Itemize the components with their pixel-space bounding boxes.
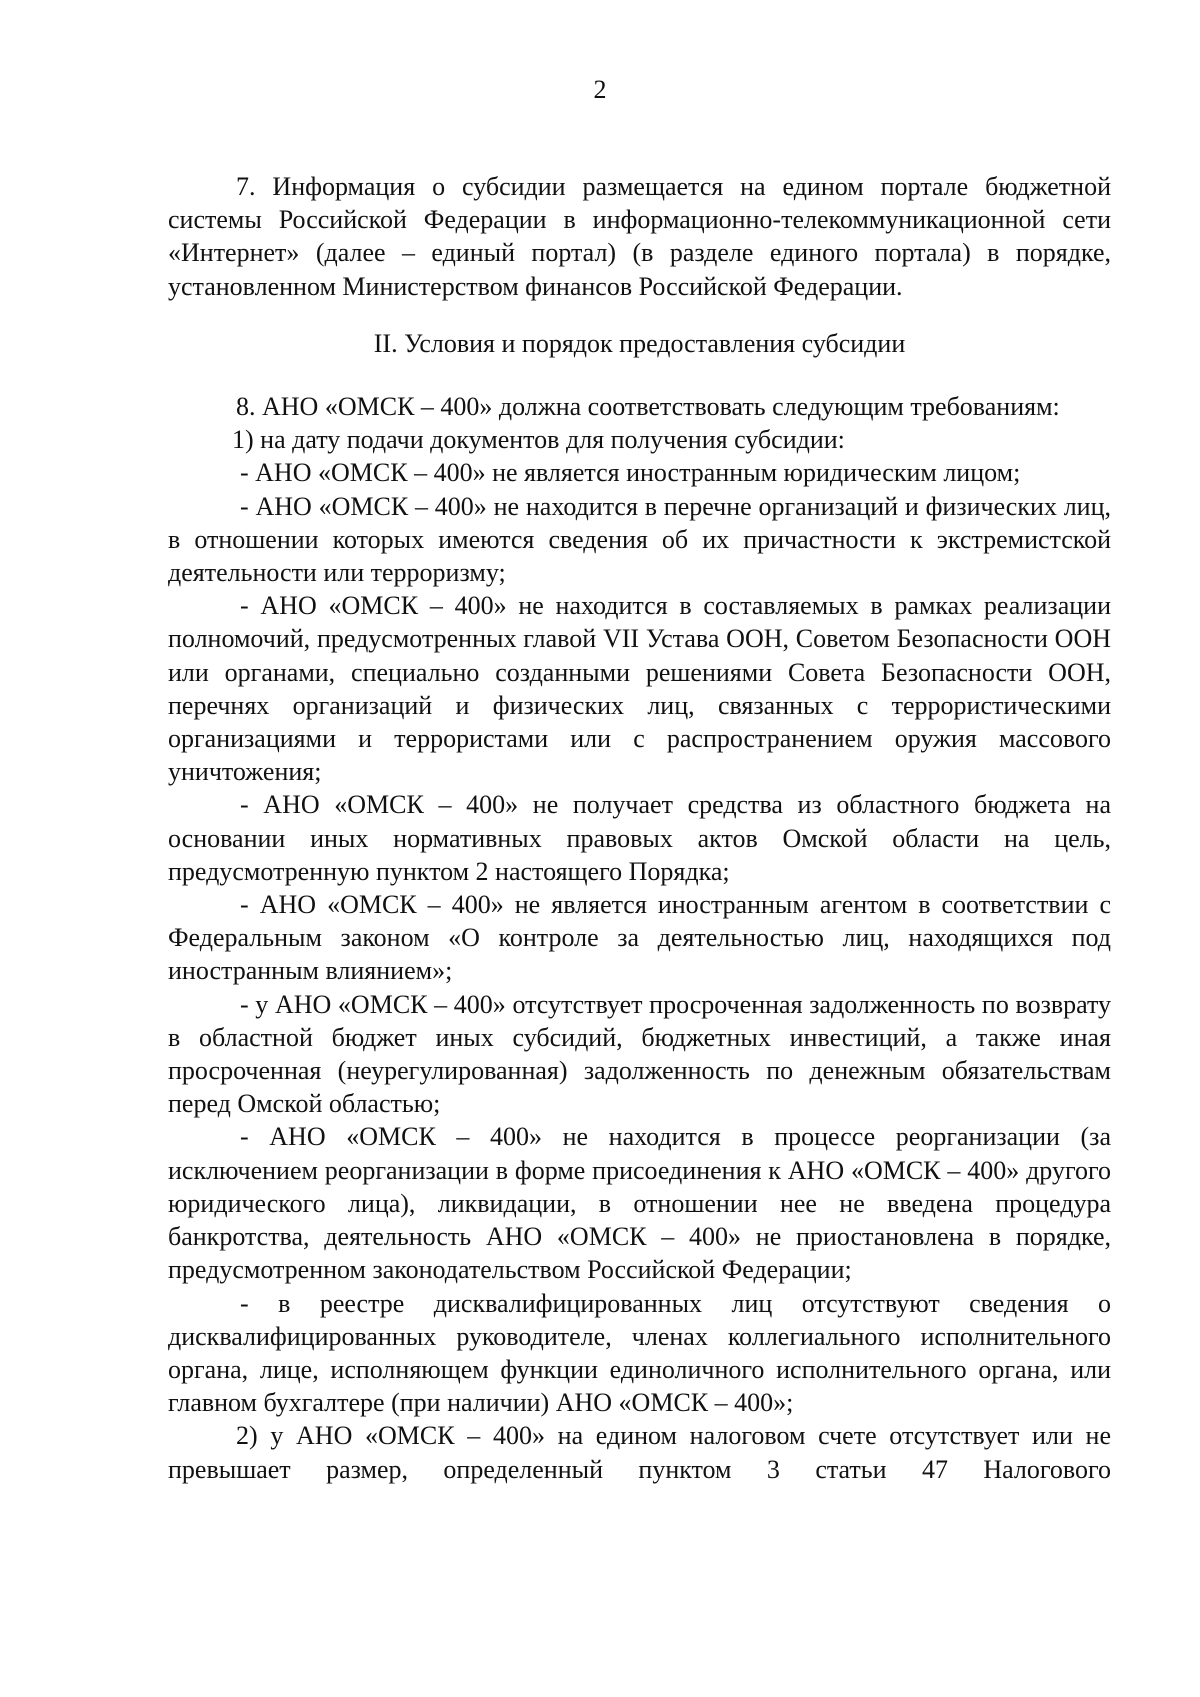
requirement-not-extremist-list: - АНО «ОМСК – 400» не находится в перечне организаций и физических лиц, в отношении которых имеются сведения об их причастности к экстремистской деятельности или терроризму; xyxy=(168,491,1111,588)
item-1-heading: 1) на дату подачи документов для получения субсидии: xyxy=(232,425,845,455)
requirement-no-disqualified-persons: - в реестре дисквалифицированных лиц отсутствуют сведения о дисквалифицированных руководителе, членах коллегиального исполнительного органа, лице, исполняющем функции единоличного исполнительного органа, или главном бухгалтере (при наличии) АНО «ОМСК – 400»; xyxy=(168,1288,1111,1418)
requirement-no-other-budget-funds: - АНО «ОМСК – 400» не получает средства из областного бюджета на основании иных нормативных правовых актов Омской области на цель, предусмотренную пунктом 2 настоящего Порядка; xyxy=(168,790,1111,886)
paragraph-8: 8. АНО «ОМСК – 400» должна соответствовать следующим требованиям: xyxy=(236,392,1060,422)
requirement-no-overdue-debt: - у АНО «ОМСК – 400» отсутствует просроченная задолженность по возврату в областной бюджет иных субсидий, бюджетных инвестиций, а также иная просроченная (неурегулированная) задолженность по денежным обязательствам перед Омской областью; xyxy=(168,989,1111,1119)
section-heading: II. Условия и порядок предоставления субсидии xyxy=(373,328,906,358)
page-number: 2 xyxy=(593,75,607,104)
requirement-not-reorganizing: - АНО «ОМСК – 400» не находится в процессе реорганизации (за исключением реорганизации в форме присоединения к АНО «ОМСК – 400» другого юридического лица), ликвидации, в отношении нее не введена процедура банкротства, деятельность АНО «ОМСК – 400» не приостановлена в порядке, предусмотренном законодательством Российской Федерации; xyxy=(168,1122,1111,1285)
requirement-not-foreign-agent: - АНО «ОМСК – 400» не является иностранным агентом в соответствии с Федеральным законом «О контроле за деятельностью лиц, находящихся под иностранным влиянием»; xyxy=(168,890,1111,986)
requirement-not-un-list: - АНО «ОМСК – 400» не находится в составляемых в рамках реализации полномочий, предусмотренных главой VII Устава ООН, Советом Безопасности ООН или органами, специально созданными решениями Совета Безопасности ООН, перечнях организаций и физических лиц, связанных с террористическими организациями и террористами или с распространением оружия массового уничтожения; xyxy=(168,591,1111,787)
document-body xyxy=(168,170,1111,1486)
paragraph-7: 7. Информация о субсидии размещается на едином портале бюджетной системы Российской Федерации в информационно-телекоммуникационной сети «Интернет» (далее – единый портал) (в разделе единого портала) в порядке, установленном Министерством финансов Российской Федерации. xyxy=(168,172,1111,301)
item-2-tax-account: 2) у АНО «ОМСК – 400» на едином налоговом счете отсутствует или не превышает размер, определенный пунктом 3 статьи 47 Налогового xyxy=(168,1421,1111,1484)
requirement-not-foreign-entity: - АНО «ОМСК – 400» не является иностранным юридическим лицом; xyxy=(240,458,1021,488)
